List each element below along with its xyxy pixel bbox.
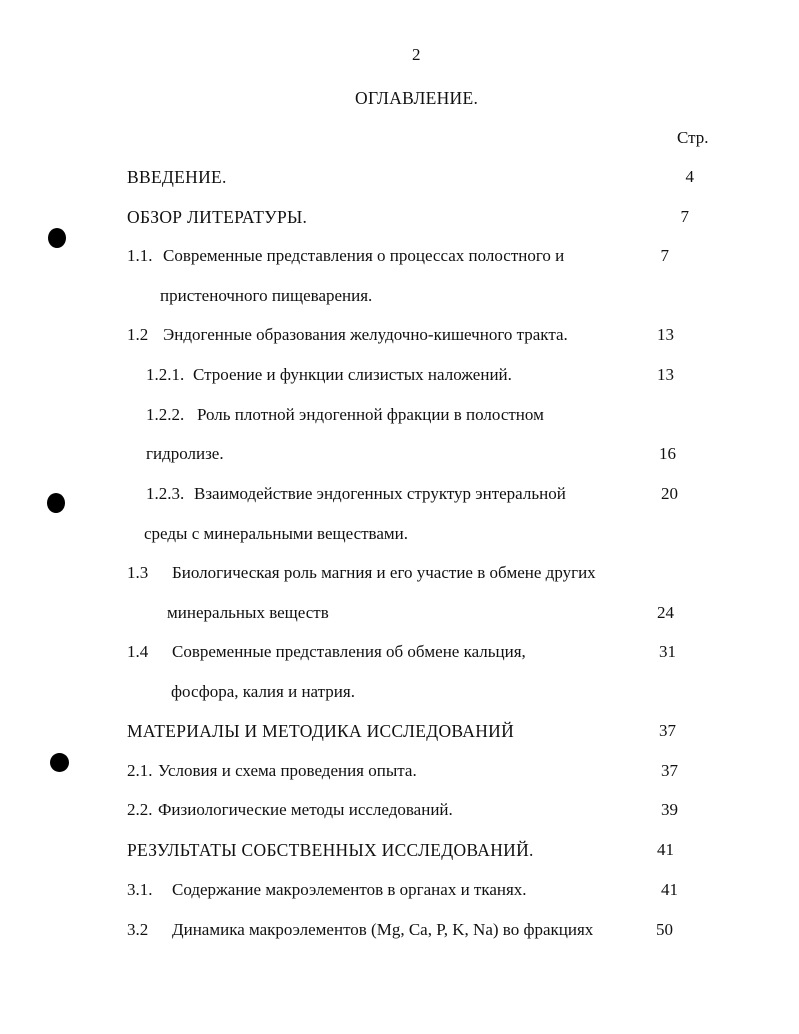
toc-entry-number: 1.4 xyxy=(127,642,149,661)
toc-entry-title: Физиологические методы исследований. xyxy=(158,800,453,819)
toc-entry-title: Роль плотной эндогенной фракции в полостном xyxy=(197,405,544,424)
toc-entry-title: Содержание макроэлементов в органах и тканях. xyxy=(172,880,527,899)
toc-entry-title: Условия и схема проведения опыта. xyxy=(158,761,417,780)
page-number: 2 xyxy=(412,45,421,64)
toc-entry-page: 24 xyxy=(657,603,674,622)
toc-entry-page: 16 xyxy=(659,444,676,463)
toc-entry-page: 13 xyxy=(657,325,674,344)
toc-entry-number: 1.2.3. xyxy=(146,484,185,503)
toc-entry-number: 1.2.1. xyxy=(146,365,185,384)
toc-entry-page: 4 xyxy=(685,167,694,186)
toc-entry-title: РЕЗУЛЬТАТЫ СОБСТВЕННЫХ ИССЛЕДОВАНИЙ. xyxy=(127,840,534,860)
toc-entry-title-continued: минеральных веществ xyxy=(167,603,329,622)
toc-entry-page: 7 xyxy=(660,246,669,265)
toc-entry-title-continued: среды с минеральными веществами. xyxy=(144,524,408,543)
page-title: ОГЛАВЛЕНИЕ. xyxy=(355,88,479,108)
toc-entry-title: Взаимодействие эндогенных структур энтеральной xyxy=(194,484,566,503)
toc-entry-title-continued: гидролизе. xyxy=(146,444,224,463)
toc-entry-title-continued: фосфора, калия и натрия. xyxy=(171,682,355,701)
toc-entry-title: Современные представления об обмене кальция, xyxy=(172,642,526,661)
toc-entry-page: 37 xyxy=(659,721,676,740)
toc-entry-number: 1.3 xyxy=(127,563,149,582)
toc-entry-number: 2.2. xyxy=(127,800,153,819)
toc-entry-page: 50 xyxy=(656,920,673,939)
toc-entry-page: 41 xyxy=(661,880,678,899)
toc-entry-title: ОБЗОР ЛИТЕРАТУРЫ. xyxy=(127,207,308,227)
toc-entry-page: 20 xyxy=(661,484,678,503)
toc-entry-title: Динамика макроэлементов (Mg, Ca, P, K, Na) во фракциях xyxy=(172,920,594,939)
toc-entry-title: Строение и функции слизистых наложений. xyxy=(193,365,512,384)
toc-entry-number: 1.2 xyxy=(127,325,149,344)
toc-entry-number: 1.1. xyxy=(127,246,153,265)
toc-entry-page: 7 xyxy=(680,207,689,226)
punch-hole-mark xyxy=(50,753,69,772)
punch-hole-mark xyxy=(47,493,65,513)
toc-entry-page: 39 xyxy=(661,800,678,819)
toc-entry-page: 37 xyxy=(661,761,678,780)
toc-entry-page: 41 xyxy=(657,840,674,859)
toc-entry-number: 3.2 xyxy=(127,920,149,939)
toc-entry-title: Эндогенные образования желудочно-кишечного тракта. xyxy=(163,325,568,344)
toc-entry-page: 13 xyxy=(657,365,674,384)
toc-entry-title: МАТЕРИАЛЫ И МЕТОДИКА ИССЛЕДОВАНИЙ xyxy=(127,721,515,741)
toc-entry-title-continued: пристеночного пищеварения. xyxy=(160,286,373,305)
toc-entry-title: ВВЕДЕНИЕ. xyxy=(127,167,227,187)
toc-entry-title: Биологическая роль магния и его участие в обмене других xyxy=(172,563,596,582)
toc-entry-number: 3.1. xyxy=(127,880,153,899)
toc-entry-number: 1.2.2. xyxy=(146,405,185,424)
toc-entry-number: 2.1. xyxy=(127,761,153,780)
punch-hole-mark xyxy=(48,228,66,248)
page-column-label: Стр. xyxy=(677,128,709,147)
toc-entry-page: 31 xyxy=(659,642,676,661)
toc-entry-title: Современные представления о процессах полостного и xyxy=(163,246,565,265)
